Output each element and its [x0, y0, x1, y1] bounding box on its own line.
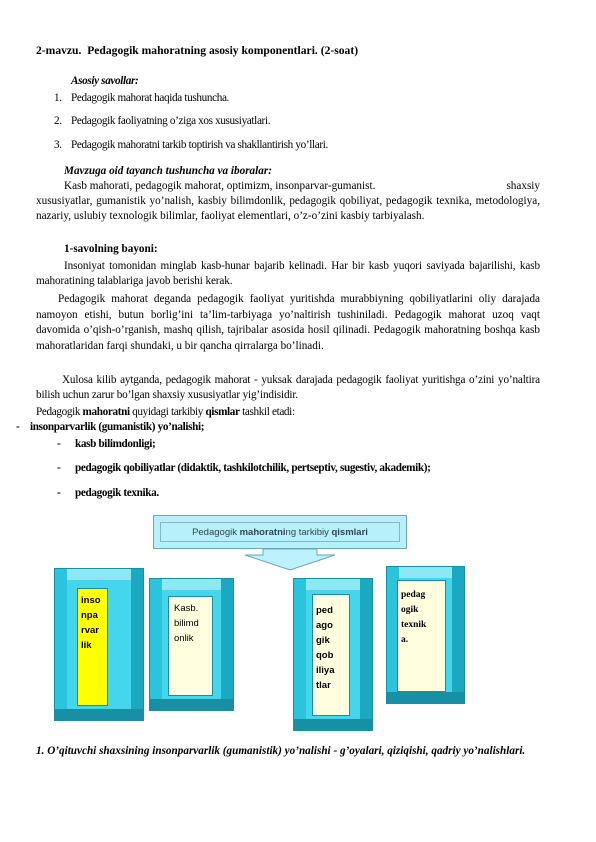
component-item: - pedagogik qobiliyatlar (didaktik, tashkilotchilik, pertseptiv, sugestiv, akademik);: [57, 462, 431, 474]
component-box-abilities: ped ago gik qob iliya tlar: [293, 578, 373, 731]
component-item: - insonparvarlik (gumanistik) yo’nalishi;: [16, 421, 205, 433]
page-title: [36, 43, 358, 58]
component-item: - pedagogik texnika.: [57, 487, 159, 499]
question-item: 1. Pedagogik mahorat haqida tushuncha.: [54, 92, 230, 104]
paragraph-1: Insoniyat tomonidan minglab kasb-hunar bajarib kelinadi. Har bir kasb yuqori saviyada bajarilishi, kasb mahoratining talablariga javob berishi kerak.: [36, 260, 540, 287]
paragraph-4: Pedagogik mahoratni quyidagi tarkibiy qismlar tashkil etadi:: [36, 406, 295, 418]
topic-title: Pedagogik mahoratning asosiy komponentlari. (2-soat): [87, 44, 359, 57]
closing-text: 1. O’qituvchi shaxsining insonparvarlik (gumanistik) yo’nalishi - g’oyalari, qiziqishi, qadriy yo’nalishlari.: [36, 745, 526, 757]
question-item: 3. Pedagogik mahoratni tarkib toptirish va shakllantirish yo’llari.: [54, 139, 328, 151]
component-box-technique: pedag ogik texnik a.: [386, 566, 465, 704]
topic-number: 2-mavzu.: [36, 44, 82, 57]
down-arrow-icon: [243, 549, 337, 571]
paragraph-3: Xulosa kilib aytganda, pedagogik mahorat - yuksak darajada pedagogik faoliyat yuritishga o’zini yo’naltira bilish uchun zarur bo’lgan shaxsiy xususiyatlar yig’indisidir.: [36, 374, 540, 401]
questions-label: Asosiy savollar:: [71, 75, 139, 87]
concepts-text: xususiyatlar, gumanistik yo’nalish, kasbiy bilimdonlik, pedagogik qobiliyat, pedagogik texnika, metodologiya, nazariy, uslubiy texnologik bilimlar, faoliyat elementlari, o’z-o’zini kasbiy tarbiyalash.: [36, 195, 540, 222]
component-item: - kasb bilimdonligi;: [57, 438, 156, 450]
paragraph-2: Pedagogik mahorat deganda pedagogik faoliyat yuritishda murabbiyning qobiliyatlarini oliy darajada namoyon etishi, butun borlig’ini ta’lim-tarbiyaga yo’naltirish tushiniladi. Pedagogik mahorat uzoq vaqt davomida o’qish-o’rganish, mashq qilish, tajribalar asosida hosil qilinadi. Pedagogik mahoratning boshqa kasb mahoratlaridan farqi shundaki, u bir qancha qirralarga bo’linadi.: [36, 293, 540, 352]
concepts-label: Mavzuga oid tayanch tushuncha va iboralar:: [64, 165, 272, 177]
section-label: 1-savolning bayoni:: [64, 243, 158, 255]
component-box-knowledge: Kasb. bilimd onlik: [149, 578, 234, 711]
question-item: 2. Pedagogik faoliyatning o’ziga xos xususiyatlari.: [54, 115, 271, 127]
concepts-first-line: Kasb mahorati, pedagogik mahorat, optimizm, insonparvar-gumanist. shaxsiy: [64, 180, 540, 192]
diagram-title-box: [153, 515, 407, 549]
diagram-title: Pedagogik mahoratning tarkibiy qismlari: [160, 522, 400, 542]
component-box-humanism: inso npa rvar lik: [54, 568, 144, 721]
